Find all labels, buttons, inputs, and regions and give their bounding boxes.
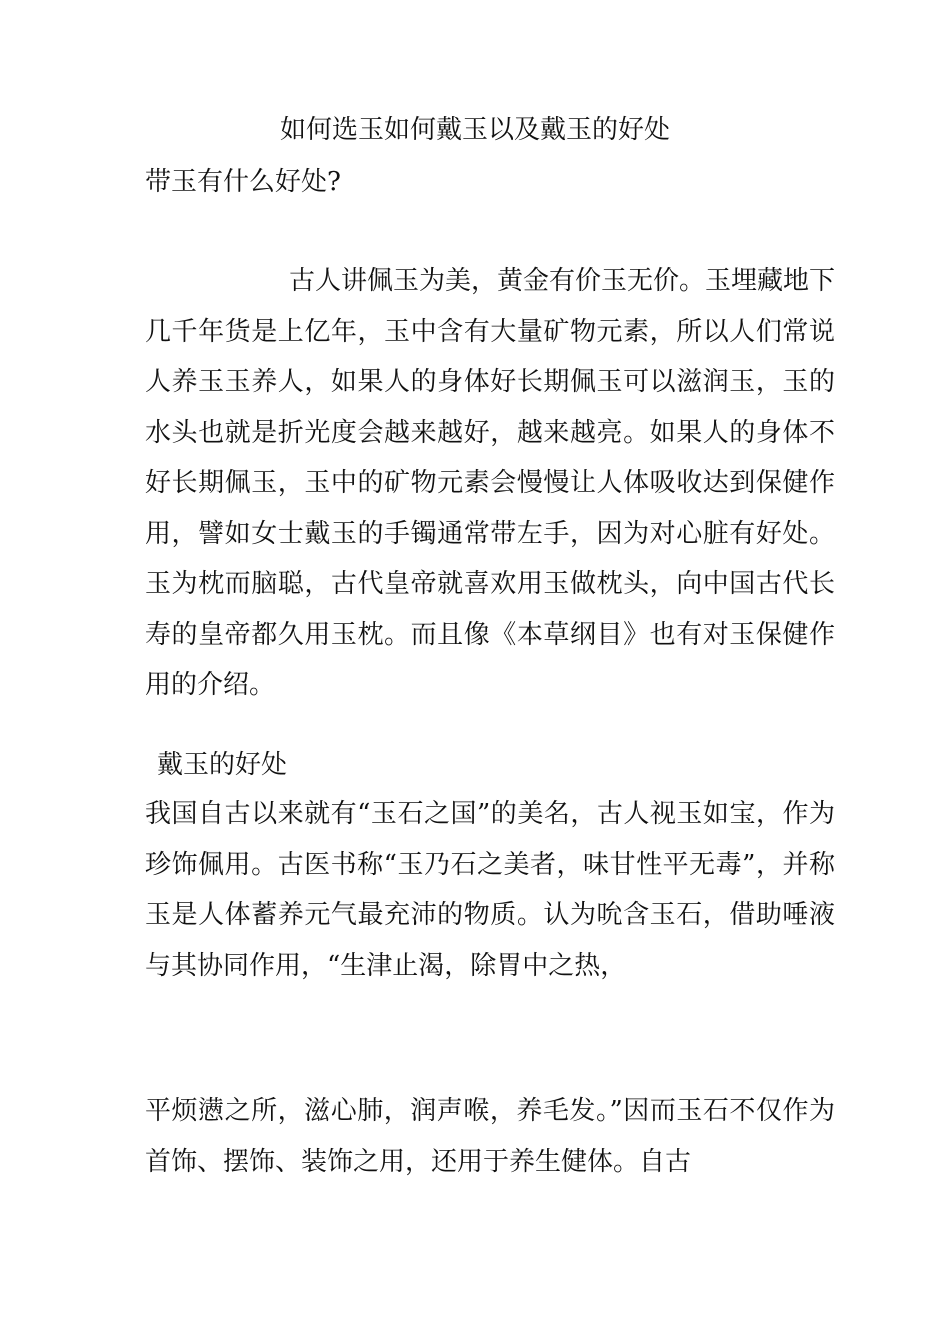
paragraph-benefits-intro: 古人讲佩玉为美，黄金有价玉无价。玉埋藏地下几千年货是上亿年，玉中含有大量矿物元素，所以人们常说人养玉玉养人，如果人的身体好长期佩玉可以滋润玉，玉的水头也就是折光度会越来越好，越来越亮。如果人的身体不好长期佩玉，玉中的矿物元素会慢慢让人体吸收达到保健作用，譬如女士戴玉的手镯通常带左手，因为对心脏有好处。玉为枕而脑聪，古代皇帝就喜欢用玉做枕头，向中国古代长寿的皇帝都久用玉枕。而且像《本草纲目》也有对玉保健作用的介绍。 [145, 266, 836, 700]
section-heading: 戴玉的好处 [157, 750, 288, 780]
paragraph-continued: 平烦懑之所，滋心肺，润声喉，养毛发。”因而玉石不仅作为首饰、摆饰、装饰之用，还用于养生健体。自古 [145, 1096, 835, 1177]
document-title: 如何选玉如何戴玉以及戴玉的好处 [279, 115, 670, 145]
paragraph-history: 我国自古以来就有“玉石之国”的美名，古人视玉如宝，作为珍饰佩用。古医书称“玉乃石之美者，味甘性平无毒”，并称玉是人体蓄养元气最充沛的物质。认为吮含玉石，借助唾液与其协同作用，“生津止渴，除胃中之热， [145, 799, 835, 981]
document-subtitle: 带玉有什么好处? [145, 167, 341, 197]
